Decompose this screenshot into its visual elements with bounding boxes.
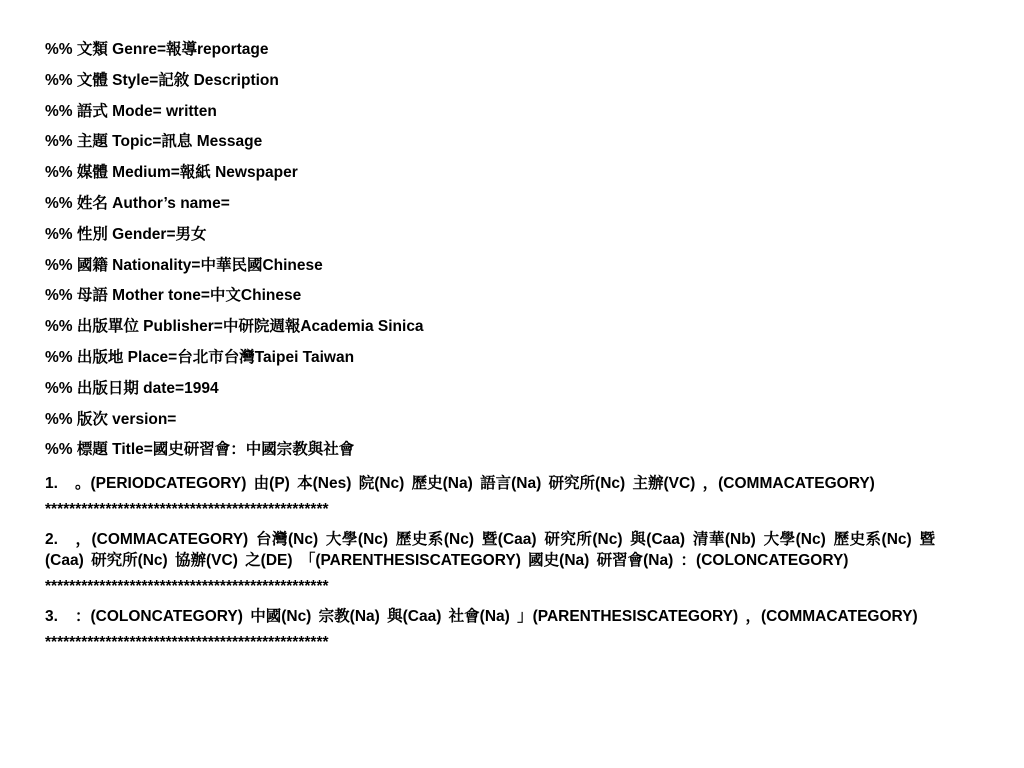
metadata-date: %% 出版日期 date=1994 bbox=[45, 379, 219, 397]
tagged-corpus-document bbox=[45, 38, 935, 662]
metadata-genre: %% 文類 Genre=報導reportage bbox=[45, 41, 269, 58]
metadata-block bbox=[45, 38, 935, 469]
sentence-number: 3. bbox=[45, 608, 58, 626]
sentence-number: 2. bbox=[45, 531, 58, 549]
metadata-mother-tone: %% 母語 Mother tone=中文Chinese bbox=[45, 287, 302, 305]
metadata-title: %% 標題 Title=國史研習會：中國宗教與社會 bbox=[45, 441, 355, 459]
metadata-nationality: %% 國籍 Nationality=中華民國Chinese bbox=[45, 256, 323, 274]
sentence-text: 。(PERIODCATEGORY) 由(P) 本(Nes) 院(Nc) 歷史(Na) 語言(Na) 研究所(Nc) 主辦(VC) ，(COMMACATEGORY) bbox=[75, 475, 875, 493]
separator-line: *********************************************** bbox=[45, 634, 329, 652]
sentence-text: ：(COLONCATEGORY) 中國(Nc) 宗教(Na) 與(Caa) 社會(Na) 」(PARENTHESISCATEGORY) ，(COMMACATEGORY) bbox=[75, 608, 918, 626]
metadata-style: %% 文體 Style=記敘 Description bbox=[45, 71, 279, 89]
separator-line: *********************************************** bbox=[45, 578, 329, 596]
metadata-mode: %% 語式 Mode= written bbox=[45, 102, 217, 120]
metadata-gender: %% 性別 Gender=男女 bbox=[45, 225, 207, 243]
sentence-text: ，(COMMACATEGORY) 台灣(Nc) 大學(Nc) 歷史系(Nc) 暨(Caa) 研究所(Nc) 與(Caa) 清華(Nb) 大學(Nc) 歷史系(Nc) 暨(Caa) 研究所(Nc) 協辦(VC) 之(DE) 「(PARENTHESISCATEGORY) 國史(Na) 研習會(Na) ：(COLONCATEGORY) bbox=[45, 531, 935, 570]
metadata-topic: %% 主題 Topic=訊息 Message bbox=[45, 133, 263, 151]
metadata-publisher: %% 出版單位 Publisher=中研院週報Academia Sinica bbox=[45, 318, 424, 336]
metadata-author-name: %% 姓名 Author’s name= bbox=[45, 194, 230, 212]
separator-line: *********************************************** bbox=[45, 501, 329, 519]
sentence-number: 1. bbox=[45, 475, 58, 493]
metadata-place: %% 出版地 Place=台北市台灣Taipei Taiwan bbox=[45, 348, 355, 366]
sentence-entry-3 bbox=[45, 606, 935, 627]
metadata-medium: %% 媒體 Medium=報紙 Newspaper bbox=[45, 164, 298, 182]
sentence-entry-2 bbox=[45, 529, 935, 571]
sentence-entry-1 bbox=[45, 473, 935, 494]
metadata-version: %% 版次 version= bbox=[45, 410, 177, 428]
tagged-sentences bbox=[45, 473, 935, 653]
